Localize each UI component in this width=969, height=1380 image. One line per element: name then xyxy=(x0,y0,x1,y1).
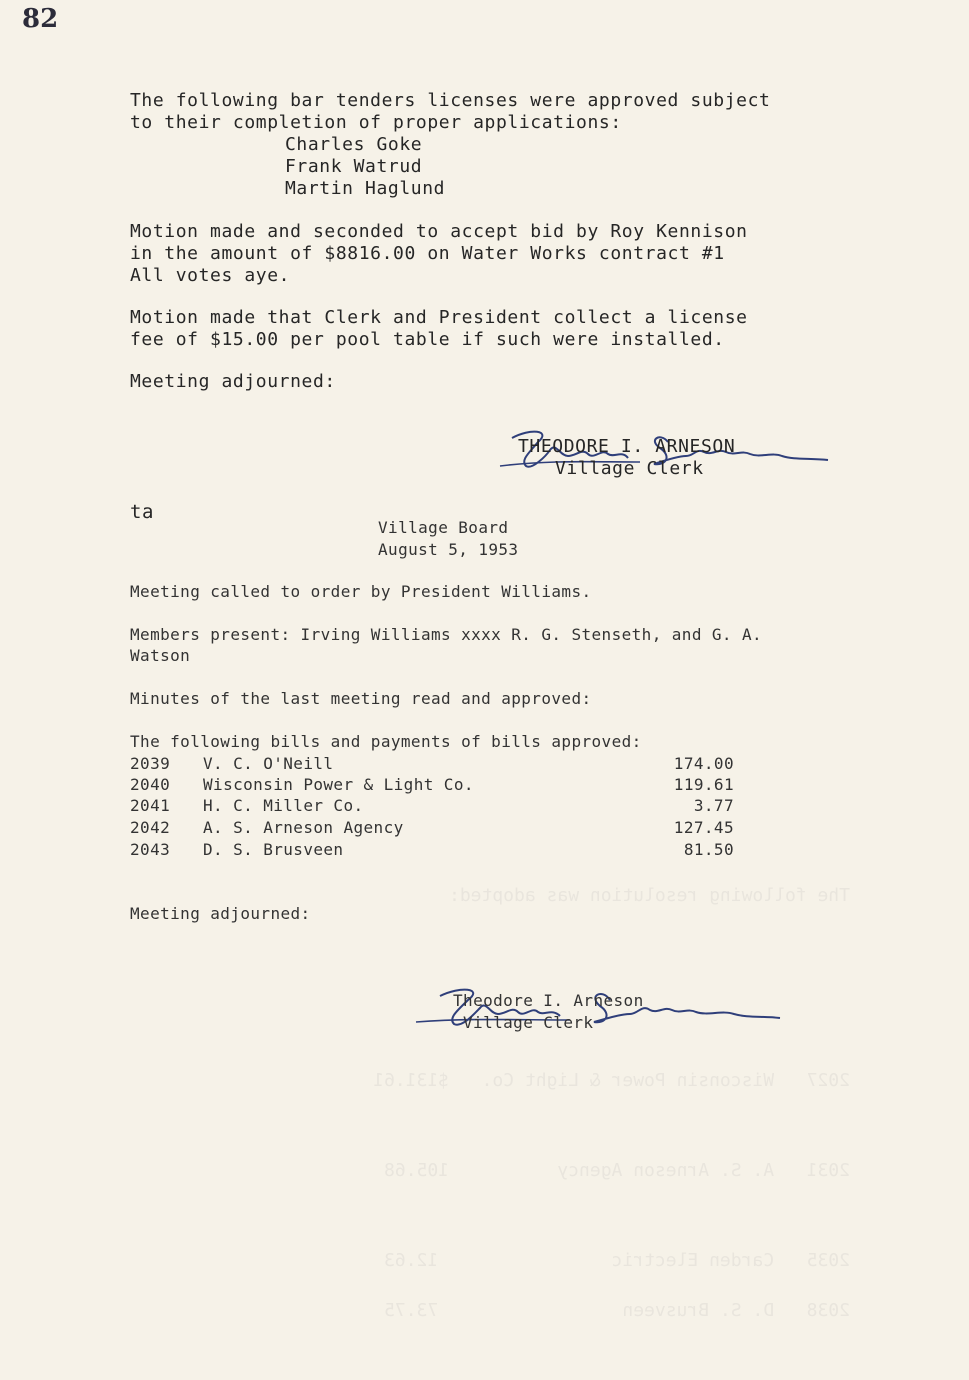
bill-payee: D. S. Brusveen xyxy=(203,840,344,859)
meeting-adjourned-1: Meeting adjourned: xyxy=(130,371,336,392)
bills-intro: The following bills and payments of bills approved: xyxy=(130,732,642,751)
bill-number: 2039 xyxy=(130,754,171,773)
bill-amount: 119.61 xyxy=(673,775,734,794)
signer-title-1: Village Clerk xyxy=(555,458,704,479)
licensee-name: Martin Haglund xyxy=(285,178,446,199)
members-present-line-2: Watson xyxy=(130,646,191,665)
signer-title-2: Village Clerk xyxy=(463,1013,594,1032)
bill-number: 2042 xyxy=(130,818,171,837)
bill-row xyxy=(130,774,740,795)
bill-payee: H. C. Miller Co. xyxy=(203,796,364,815)
motion-bid-line-3: All votes aye. xyxy=(130,265,291,286)
called-to-order: Meeting called to order by President Williams. xyxy=(130,582,592,601)
licenses-intro-line-1: The following bar tenders licenses were approved subject xyxy=(130,90,771,111)
bill-row xyxy=(130,839,740,860)
bill-amount: 3.77 xyxy=(693,796,734,815)
motion-bid-line-1: Motion made and seconded to accept bid by Roy Kennison xyxy=(130,221,748,242)
bill-amount: 127.45 xyxy=(673,818,734,837)
bill-row xyxy=(130,753,740,774)
signer-name-2: Theodore I. Arneson xyxy=(453,991,644,1010)
bill-number: 2040 xyxy=(130,775,171,794)
bill-amount: 81.50 xyxy=(683,840,734,859)
bill-amount: 174.00 xyxy=(673,754,734,773)
members-present-line-1: Members present: Irving Williams xxxx R. G. Stenseth, and G. A. xyxy=(130,625,763,644)
bill-payee: Wisconsin Power & Light Co. xyxy=(203,775,474,794)
minutes-approved: Minutes of the last meeting read and approved: xyxy=(130,689,592,708)
bill-number: 2043 xyxy=(130,840,171,859)
motion-fee-line-1: Motion made that Clerk and President collect a license xyxy=(130,307,748,328)
page-number: 82 xyxy=(22,4,59,34)
motion-bid-line-2: in the amount of $8816.00 on Water Works contract #1 xyxy=(130,243,725,264)
motion-fee-line-2: fee of $15.00 per pool table if such were installed. xyxy=(130,329,725,350)
bill-row xyxy=(130,817,740,838)
signer-name-1: THEODORE I. ARNESON xyxy=(518,436,736,457)
licensee-name: Charles Goke xyxy=(285,134,423,155)
licenses-intro-line-2: to their completion of proper applications: xyxy=(130,112,622,133)
meeting-date: August 5, 1953 xyxy=(378,540,519,559)
typist-initials: ta xyxy=(130,501,155,523)
bill-row xyxy=(130,795,740,816)
document-page: The following resolution was adopted: 2027 Wisconsin Power & Light Co. $131.61 2031 A. S. Arneson Agency 105.68 2035 Carden Electric 12.63 2038 D. S. Brusveen 73.75 82 The following bar tenders licenses were approved subject to their completion of proper applications: Charles Goke Frank Watrud Martin Haglund Motion made and seconded to accept bid by Roy Kennison in the amount of $8816.00 on Water Works contract #1 All votes aye. Motion made that Clerk and President collect a license fee of $15.00 per pool table if such were installed. Meeting adjourned: THEODORE I. ARNESON Village Clerk ta Village Board August 5, 1953 Meeting called to order by President Williams. Members present: Irving Williams xxxx R. G. Stenseth, and G. A. Watson Minutes of the last meeting read and approved: The following bills and payments of bills approved: 2039 V. C. O'Neill 174.00 2040 Wisconsin Power & Light Co. 119.61 2041 H. C. Miller Co. 3.77 2042 A. S. Arneson Agency 127.45 2043 D. S. Brusveen 81.50 Meeting adjourned: Theodore I. Arneson Village Clerk xyxy=(22,4,850,1321)
licensee-name: Frank Watrud xyxy=(285,156,423,177)
meeting-board-heading: Village Board xyxy=(378,518,509,537)
bill-payee: A. S. Arneson Agency xyxy=(203,818,404,837)
bill-payee: V. C. O'Neill xyxy=(203,754,334,773)
meeting-adjourned-2: Meeting adjourned: xyxy=(130,904,311,923)
bill-number: 2041 xyxy=(130,796,171,815)
